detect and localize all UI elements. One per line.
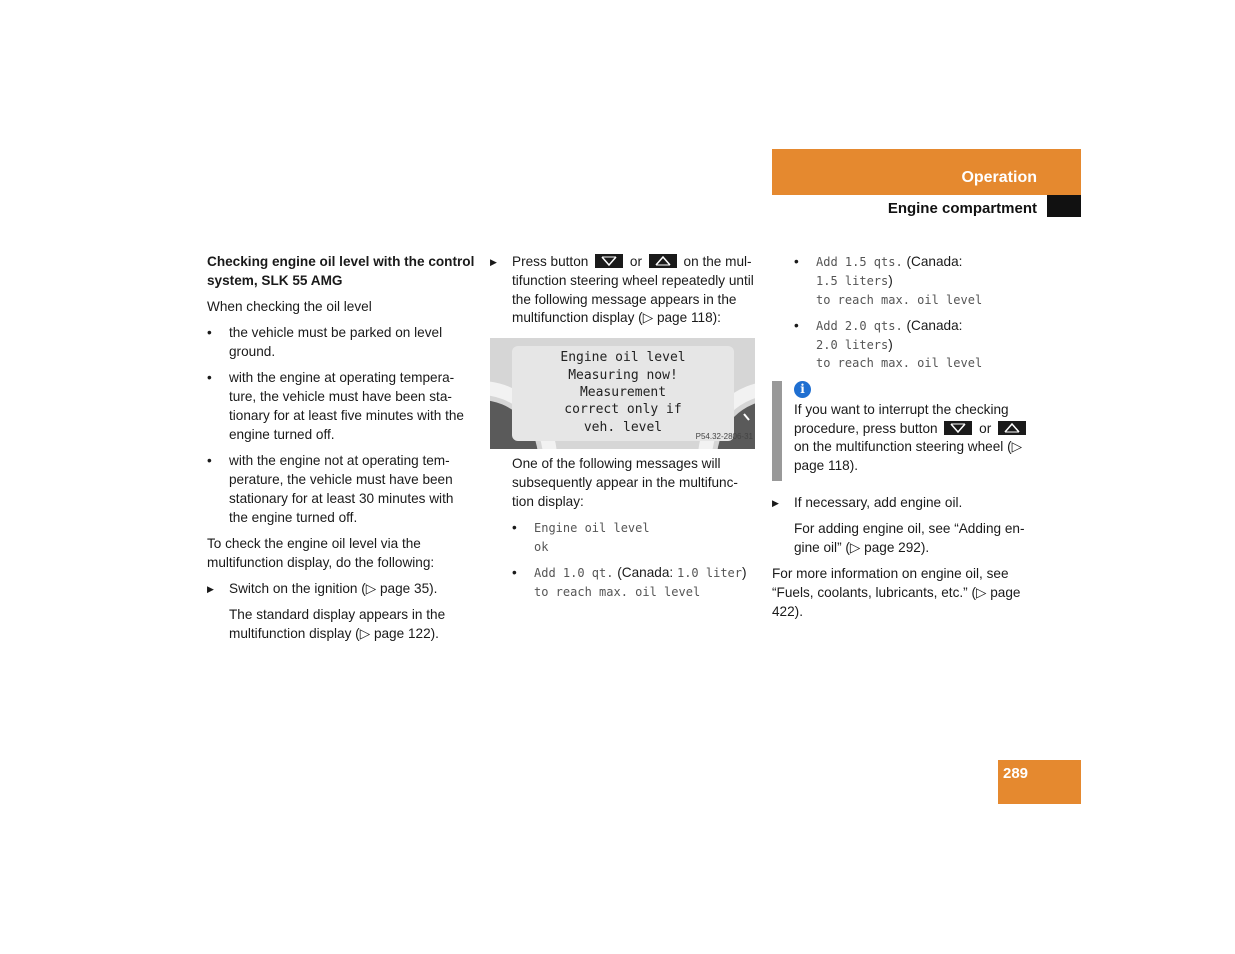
display-line: Measuring now!: [568, 367, 678, 383]
paragraph: For more information on engine oil, see “Fuels, coolants, lubricants, etc.” (▷ page 422).: [772, 566, 1021, 619]
message-text: ok: [534, 539, 549, 554]
info-text-part: or: [979, 420, 992, 436]
figure-code: P54.32-2806-31: [695, 432, 753, 442]
info-icon: i: [794, 381, 811, 398]
list-item: [512, 519, 758, 557]
list-item: • the vehicle must be parked on level ground.: [207, 324, 475, 362]
message-note: ): [742, 565, 747, 581]
header-marker: [1047, 195, 1081, 217]
info-text-part: on the multifunction steering wheel (▷ page 118).: [794, 439, 1023, 474]
column-right: [772, 253, 1040, 629]
column-middle: [490, 253, 758, 609]
subsection-title: Engine compartment: [887, 200, 1037, 217]
message-note: (Canada:: [617, 565, 674, 581]
scroll-down-button-icon: [944, 421, 972, 435]
info-text-part: If you want to interrupt the checking procedure, press button: [794, 401, 1009, 436]
display-line: veh. level: [583, 419, 663, 435]
multifunction-display: [512, 346, 734, 441]
step-item: ▶ If necessary, add engine oil.: [772, 494, 1040, 513]
column-left: [207, 253, 475, 651]
message-note: ): [888, 336, 893, 352]
message-note: ): [888, 272, 893, 288]
message-text: 1.5 liters: [816, 273, 889, 288]
section-title: Operation: [961, 169, 1037, 186]
display-line: Engine oil level: [560, 350, 686, 366]
message-note: (Canada:: [906, 254, 963, 269]
list-item: [794, 317, 1040, 373]
step-text: Press button: [512, 254, 589, 269]
message-text: • Engine oil level: [534, 521, 650, 536]
scroll-down-button-icon: [595, 254, 623, 268]
display-line: Measurement: [579, 385, 667, 400]
paragraph: To check the engine oil level via the multifunction display, do the following:: [207, 535, 435, 570]
message-text: to reach max. oil level: [816, 356, 983, 371]
scroll-up-button-icon: [998, 421, 1026, 435]
paragraph: One of the following messages will subsequently appear in the multifunc-tion display:: [512, 456, 738, 509]
info-bar: [772, 381, 782, 481]
step-item: ▶ Switch on the ignition (▷ page 35).: [207, 580, 475, 599]
message-text: 1.0 liter: [676, 566, 742, 581]
display-figure: [490, 338, 755, 449]
message-note: (Canada:: [906, 317, 963, 333]
list-item: • with the engine not at operating tem-perature, the vehicle must have been stationary for at least 30 minutes with the engine turned off.: [207, 452, 475, 527]
intro-text: When checking the oil level: [207, 299, 372, 315]
page-number: 289: [1003, 765, 1029, 782]
section-heading: Checking engine oil level with the control system, SLK 55 AMG: [207, 254, 475, 288]
step-text: or: [629, 254, 642, 269]
message-text: Add 2.0 qts.: [816, 318, 903, 333]
display-line: correct only if: [564, 402, 682, 418]
list-item: • with the engine at operating tempera-ture, the vehicle must have been sta-tionary for at least five minutes with the engine turned off.: [207, 369, 475, 444]
step-item: [490, 253, 758, 328]
message-text: to reach max. oil level: [534, 584, 701, 599]
message-text: 2.0 liters: [816, 337, 889, 352]
list-item: [794, 253, 1040, 309]
step-note: The standard display appears in the multifunction display (▷ page 122).: [229, 607, 446, 642]
message-text: to reach max. oil level: [816, 292, 983, 307]
message-text: Add 1.0 qt.: [534, 566, 614, 581]
message-text: Add 1.5 qts.: [816, 255, 903, 269]
step-note: For adding engine oil, see “Adding en-gine oil” (▷ page 292).: [794, 521, 1025, 556]
scroll-up-button-icon: [649, 254, 677, 268]
list-item: [512, 564, 758, 602]
info-text: [794, 401, 1040, 476]
info-box: [772, 381, 1040, 476]
step-text: on the mul-tifunction steering wheel repeatedly until the following message appears in the multifunction display (▷ page 118):: [512, 254, 754, 326]
